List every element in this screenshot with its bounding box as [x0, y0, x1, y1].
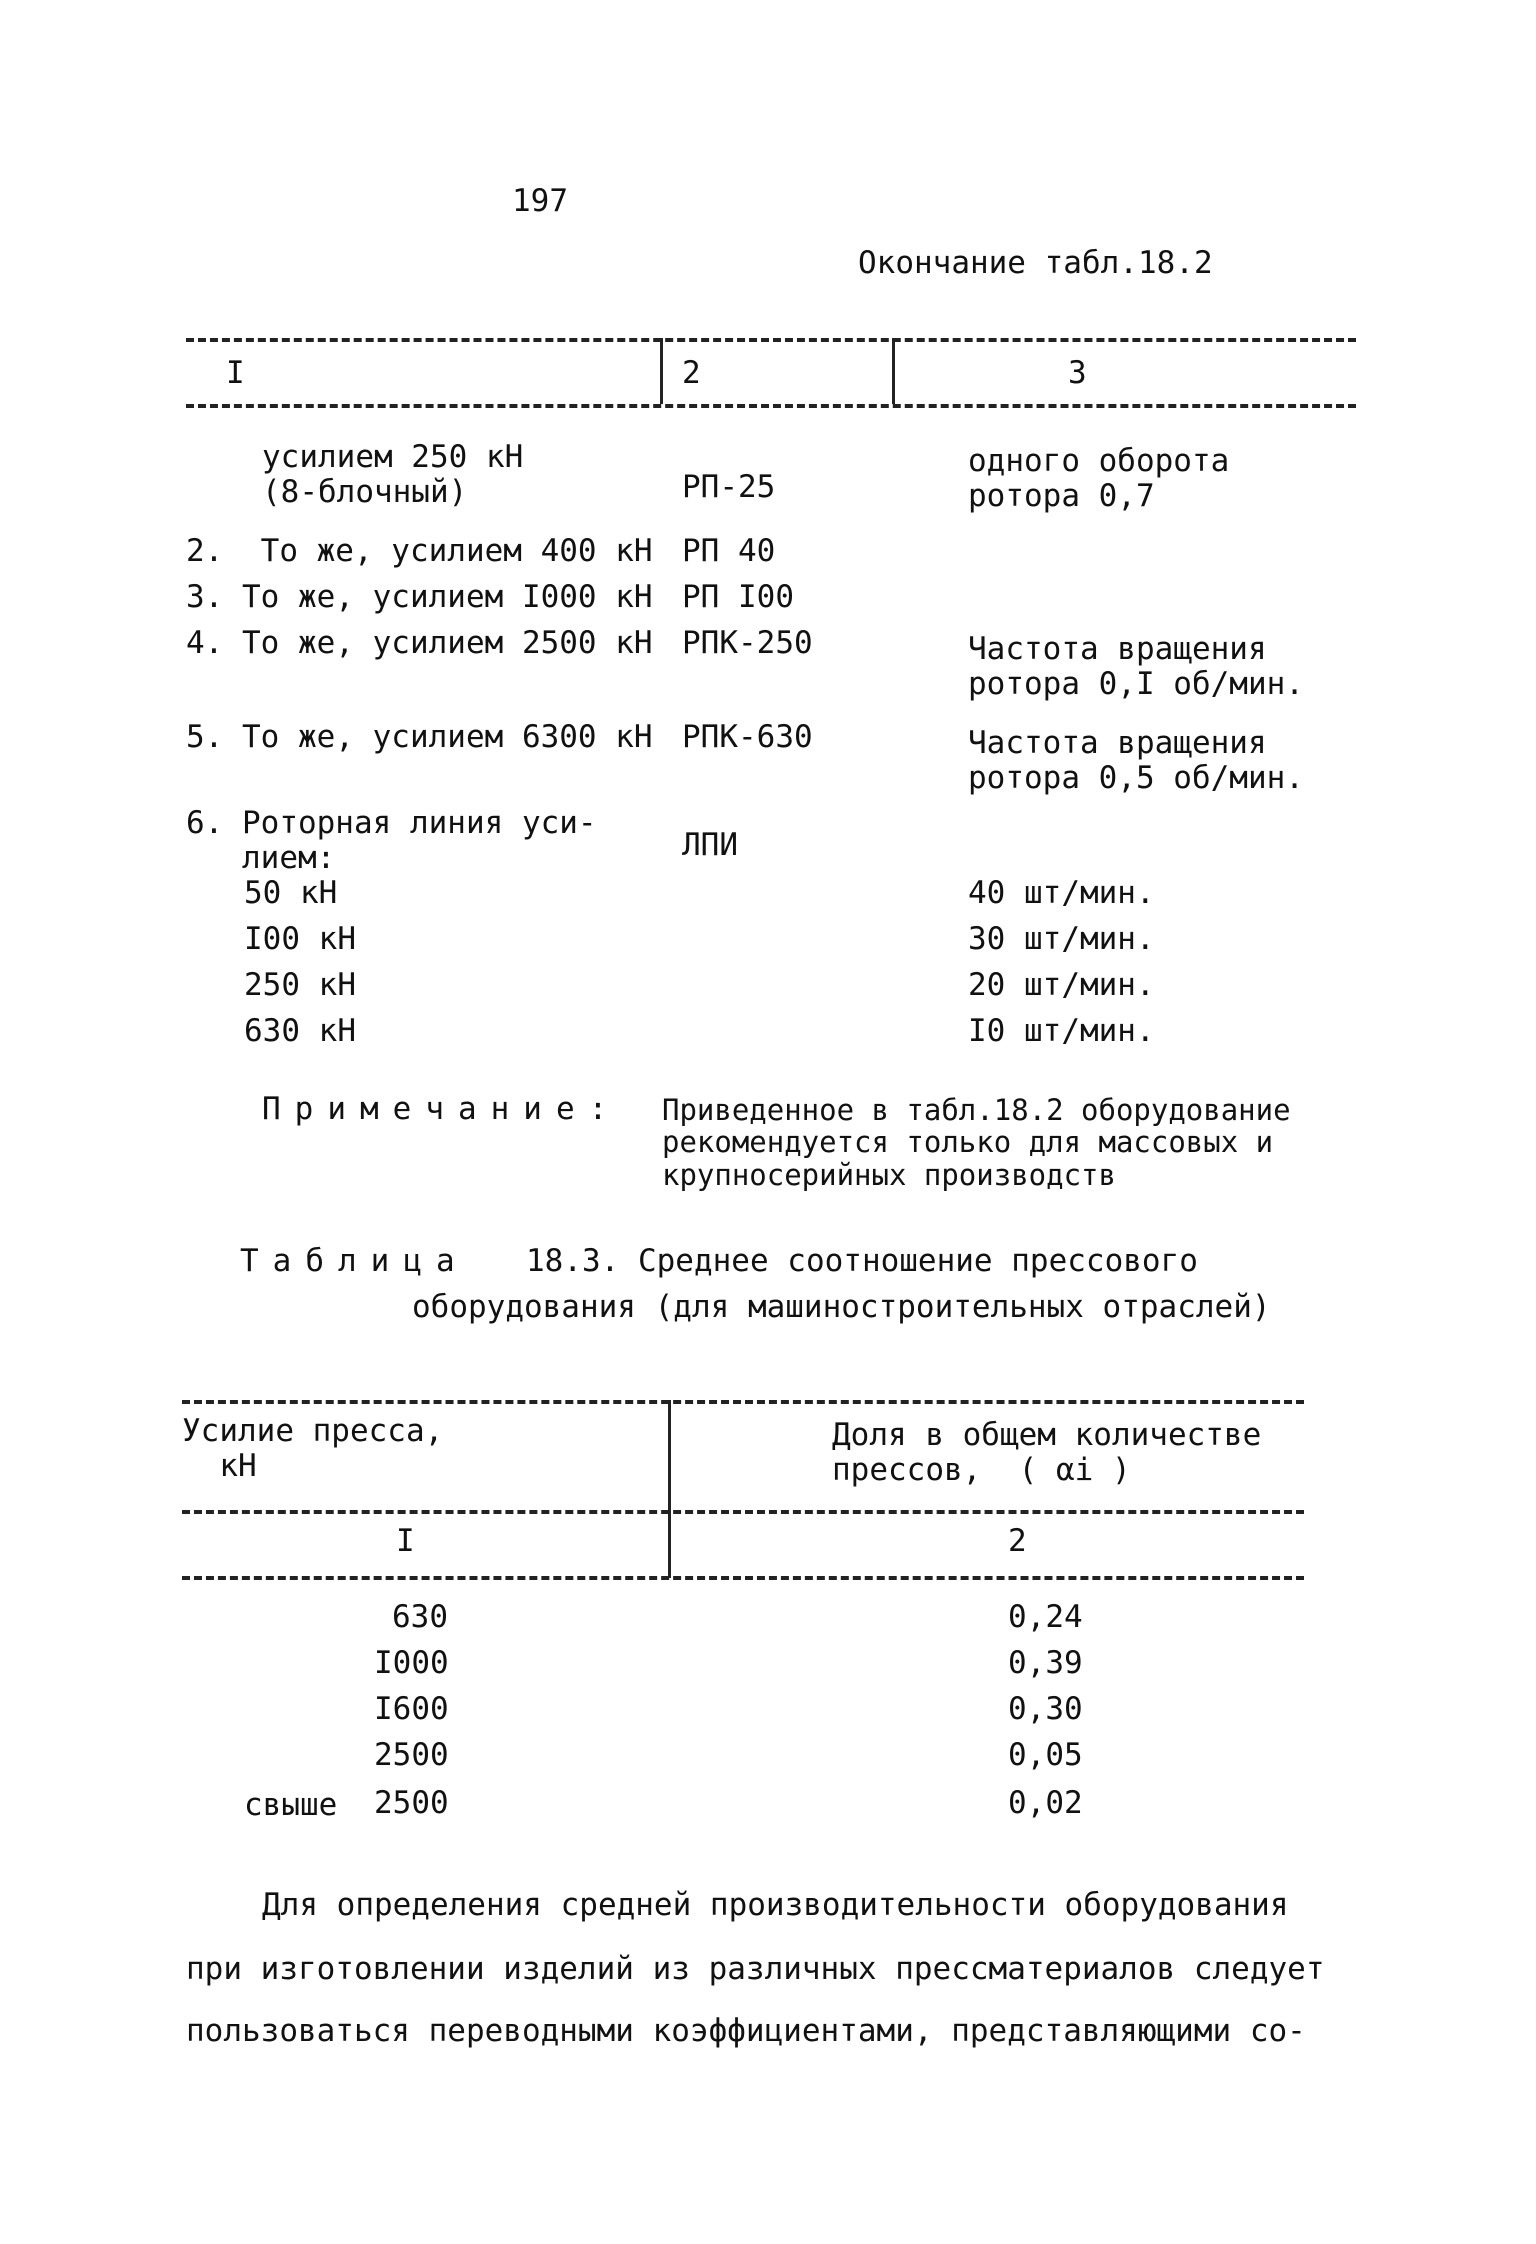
- column-divider: [668, 1400, 671, 1578]
- table-cell: РПК-250: [682, 625, 813, 661]
- table-cell-prefix: свыше: [244, 1787, 338, 1823]
- table-cell-share: 0,05: [1008, 1737, 1083, 1773]
- table-cell: 5. То же, усилием 6300 кН: [186, 719, 653, 755]
- table-rule-header: [182, 1576, 1304, 1580]
- note-text: Приведенное в табл.18.2 оборудование рекомендуется только для массовых и крупносерийных производств: [662, 1093, 1291, 1192]
- column-header-force: Усилие пресса, кН: [182, 1413, 444, 1484]
- table-rule-middle: [182, 1510, 1304, 1514]
- table-cell: 50 кН: [244, 875, 338, 911]
- table-title-text: 18.3. Среднее соотношение прессового: [526, 1243, 1198, 1279]
- column-divider: [660, 338, 663, 404]
- table-cell: усилием 250 кН (8-блочный): [262, 439, 524, 510]
- table-cell: I0 шт/мин.: [968, 1013, 1155, 1049]
- table-column-number: 2: [1008, 1523, 1027, 1559]
- table-rule-top: [186, 338, 1356, 342]
- table-cell: 4. То же, усилием 2500 кН: [186, 625, 653, 661]
- table-cell-force: I000: [374, 1645, 449, 1681]
- table-cell-force: 2500: [374, 1785, 449, 1821]
- table-cell: Частота вращения ротора 0,I об/мин.: [968, 631, 1304, 702]
- table-column-number: 2: [682, 355, 701, 391]
- table-cell: 3. То же, усилием I000 кН: [186, 579, 653, 615]
- table-cell: 2. То же, усилием 400 кН: [186, 533, 653, 569]
- table-rule-header: [186, 404, 1356, 408]
- table-title-text-line2: оборудования (для машиностроительных отраслей): [412, 1289, 1271, 1325]
- table-cell: I00 кН: [244, 921, 356, 957]
- table-cell: 20 шт/мин.: [968, 967, 1155, 1003]
- body-line: пользоваться переводными коэффициентами, представляющими со-: [186, 2013, 1306, 2049]
- table-cell-force: I600: [374, 1691, 449, 1727]
- table-cell: 630 кН: [244, 1013, 356, 1049]
- table-cell: РП 40: [682, 533, 776, 569]
- note-label: Примечание:: [262, 1091, 622, 1127]
- table-caption: Окончание табл.18.2: [858, 245, 1213, 281]
- table-cell-force: 2500: [374, 1737, 449, 1773]
- body-line: при изготовлении изделий из различных прессматериалов следует: [186, 1951, 1325, 1987]
- table-cell: 6. Роторная линия уси- лием:: [186, 805, 597, 876]
- table-cell-share: 0,39: [1008, 1645, 1083, 1681]
- table-title-label: Таблица: [240, 1243, 469, 1279]
- table-cell-force: 630: [392, 1599, 448, 1635]
- table-cell-share: 0,30: [1008, 1691, 1083, 1727]
- table-rule-top: [182, 1400, 1304, 1404]
- table-cell: РП-25: [682, 469, 776, 505]
- column-header-share: Доля в общем количестве прессов, ( αi ): [832, 1417, 1262, 1488]
- table-column-number: I: [226, 355, 245, 391]
- table-cell: 40 шт/мин.: [968, 875, 1155, 911]
- table-cell: РПК-630: [682, 719, 813, 755]
- table-cell: 250 кН: [244, 967, 356, 1003]
- body-line: Для определения средней производительности оборудования: [262, 1887, 1289, 1923]
- table-column-number: I: [396, 1523, 415, 1559]
- table-cell-share: 0,24: [1008, 1599, 1083, 1635]
- table-column-number: 3: [1068, 355, 1087, 391]
- page-number: 197: [512, 183, 568, 219]
- table-cell: одного оборота ротора 0,7: [968, 443, 1230, 514]
- table-cell-share: 0,02: [1008, 1785, 1083, 1821]
- table-cell: Частота вращения ротора 0,5 об/мин.: [968, 725, 1304, 796]
- column-divider: [892, 338, 895, 404]
- table-cell: 30 шт/мин.: [968, 921, 1155, 957]
- table-cell: РП I00: [682, 579, 794, 615]
- table-cell: ЛПИ: [682, 827, 738, 863]
